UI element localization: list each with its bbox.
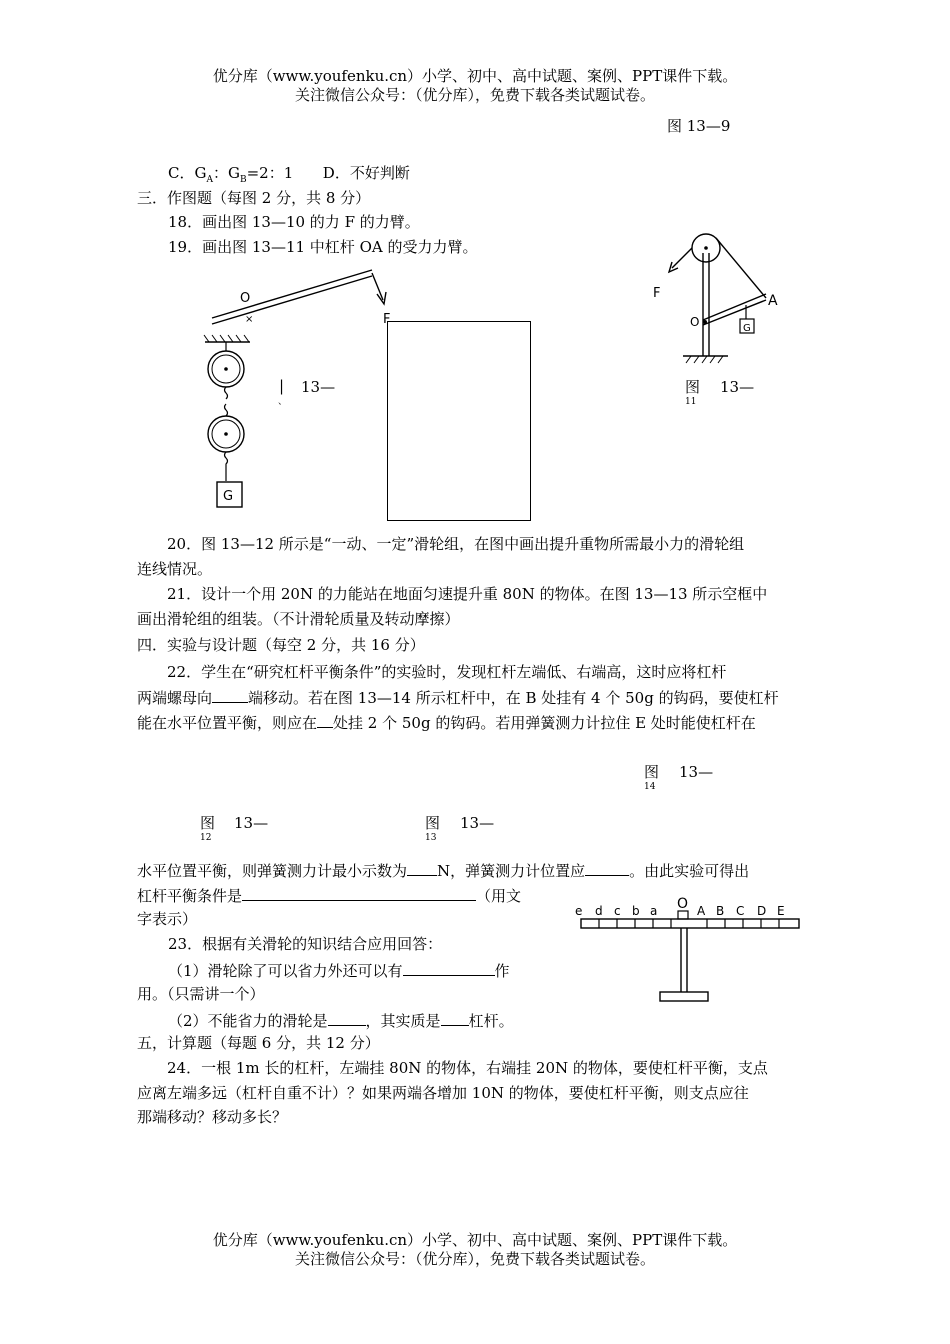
label-e-left: e (575, 904, 583, 918)
label-o-fig10: O (240, 291, 251, 306)
label-o-fig11: O (690, 315, 700, 329)
q23-part-1a: （1）滑轮除了可以省力外还可以有 (168, 962, 403, 980)
section-5-title: 五，计算题（每题 6 分，共 12 分） (137, 1034, 380, 1052)
option-c-colon: ：G (212, 164, 240, 182)
option-c-rest: =2：1 (246, 164, 294, 182)
fig14-caption-a: 图 (644, 763, 660, 781)
label-d-right: D (757, 904, 767, 918)
q24-line-3: 那端移动？移动多长？ (137, 1108, 288, 1126)
answer-blank-6[interactable] (403, 960, 495, 976)
q23-part-2 (168, 1010, 514, 1030)
fig12-caption-cut: 12 (200, 833, 212, 843)
fig11-caption-b: 13— (720, 378, 755, 396)
label-a-fig11: A (768, 293, 778, 309)
fig10-caption: 13— (301, 378, 336, 396)
q22-line-2b: 端移动。若在图 13—14 所示杠杆中，在 B 处挂有 4 个 50g 的钩码，要使杠杆 (248, 688, 779, 707)
fig12-caption-b: 13— (234, 814, 269, 832)
q22-line-4a: 水平位置平衡，则弹簧测力计最小示数为 (137, 862, 408, 880)
q24-line-2: 应离左端多远（杠杆自重不计）？如果两端各增加 10N 的物体，要使杠杆平衡，则支点应往 (137, 1083, 749, 1102)
fig13-caption-a: 图 (425, 814, 441, 832)
fig10-caption-cut: 、 (278, 397, 288, 407)
label-a-left: a (650, 904, 658, 918)
header-line-2: 关注微信公众号：（优分库），免费下载各类试题试卷。 (294, 86, 655, 104)
subscript-b: B (239, 175, 247, 185)
question-24 (137, 1056, 813, 1130)
label-f-fig10: F (383, 312, 391, 327)
q22-line-5b: （用文 (476, 887, 522, 905)
q22-line-4c: 。由此实验可得出 (629, 862, 750, 880)
fig14-caption-cut: 14 (644, 782, 656, 792)
q23-part-2b: ，其实质是 (365, 1012, 441, 1030)
q22-line-4b: N，弹簧测力计位置应 (437, 862, 586, 880)
question-18: 18．画出图 13—10 的力 F 的力臂。 (168, 213, 420, 231)
q22-line-6: 字表示） (137, 910, 198, 928)
question-23-title: 23．根据有关滑轮的知识结合应用回答： (168, 935, 443, 953)
figure-13-9-label: 图 13—9 (667, 117, 731, 135)
answer-blank-7[interactable] (328, 1010, 366, 1026)
label-f-fig11: F (653, 286, 661, 301)
q21-line-1: 21．设计一个用 20N 的力能站在地面匀速提升重 80N 的物体。在图 13—13 所示空框中 (167, 585, 768, 603)
stand-base (660, 992, 708, 1001)
fig12-caption-a: 图 (200, 814, 216, 832)
fig11-caption-a: 图 (685, 378, 701, 396)
section-4-title: 四．实验与设计题（每空 2 分，共 16 分） (137, 636, 425, 654)
q23-part-2c: 杠杆。 (468, 1012, 514, 1030)
lever-beam (581, 919, 799, 928)
fig11-caption-cut: 11 (685, 397, 697, 407)
footer-line-1: 优分库（www.youfenku.cn）小学、初中、高中试题、案例、PPT课件下载。 (212, 1231, 738, 1249)
q22-line-3a: 能在水平位置平衡，则应在 (137, 714, 318, 732)
label-c-left: c (614, 904, 621, 918)
fig13-caption-cut: 13 (425, 833, 437, 843)
q22-line-1: 22．学生在“研究杠杆平衡条件”的实验时，发现杠杆左端低、右端高，这时应将杠杆 (167, 663, 727, 681)
pivot-block (678, 911, 688, 919)
q20-line-1: 20．图 13—12 所示是“一动、一定”滑轮组，在图中画出提升重物所需最小力的滑轮组 (167, 535, 745, 553)
label-e-right: E (777, 904, 785, 918)
fig13-caption-b: 13— (460, 814, 495, 832)
q20-line-2: 连线情况。 (137, 559, 213, 578)
label-a-right: A (697, 904, 706, 918)
label-g-fig12: G (223, 489, 234, 504)
q23-part-1b: 作 (494, 962, 510, 980)
label-c-right: C (736, 904, 745, 918)
fig10-caption-mark: | (279, 377, 285, 395)
q21-line-2: 画出滑轮组的组装。（不计滑轮质量及转动摩擦） (137, 609, 460, 628)
subscript-a: A (206, 175, 213, 185)
q23-part-1 (168, 960, 510, 980)
q22-line-2a: 两端螺母向 (137, 688, 213, 707)
answer-blank-8[interactable] (441, 1010, 469, 1026)
label-b-right: B (716, 904, 725, 918)
label-b-left: b (632, 904, 640, 918)
q24-line-1: 24．一根 1m 长的杠杆，左端挂 80N 的物体，右端挂 20N 的物体，要使杠杆平衡，支点 (167, 1059, 768, 1077)
section-3-title: 三．作图题（每图 2 分，共 8 分） (137, 189, 371, 207)
fig14-caption-b: 13— (679, 763, 714, 781)
footer-line-2: 关注微信公众号：（优分库），免费下载各类试题试卷。 (294, 1250, 655, 1268)
question-19: 19．画出图 13—11 中杠杆 OA 的受力力臂。 (168, 238, 478, 256)
q23-part-1-cont: 用。（只需讲一个） (137, 985, 265, 1003)
label-o-fig14: O (677, 896, 689, 912)
label-g-fig11: G (743, 323, 751, 334)
q23-part-2a: （2）不能省力的滑轮是 (168, 1012, 328, 1030)
q22-line-3b: 处挂 2 个 50g 的钩码。若用弹簧测力计拉住 E 处时能使杠杆在 (333, 714, 756, 732)
option-d: D．不好判断 (322, 164, 410, 182)
q22-line-5a: 杠杆平衡条件是 (137, 887, 243, 905)
option-c-prefix: C．G (168, 164, 207, 182)
header-line-1: 优分库（www.youfenku.cn）小学、初中、高中试题、案例、PPT课件下载。 (212, 67, 738, 85)
label-d-left: d (595, 904, 603, 918)
pivot-mark: × (245, 314, 254, 325)
